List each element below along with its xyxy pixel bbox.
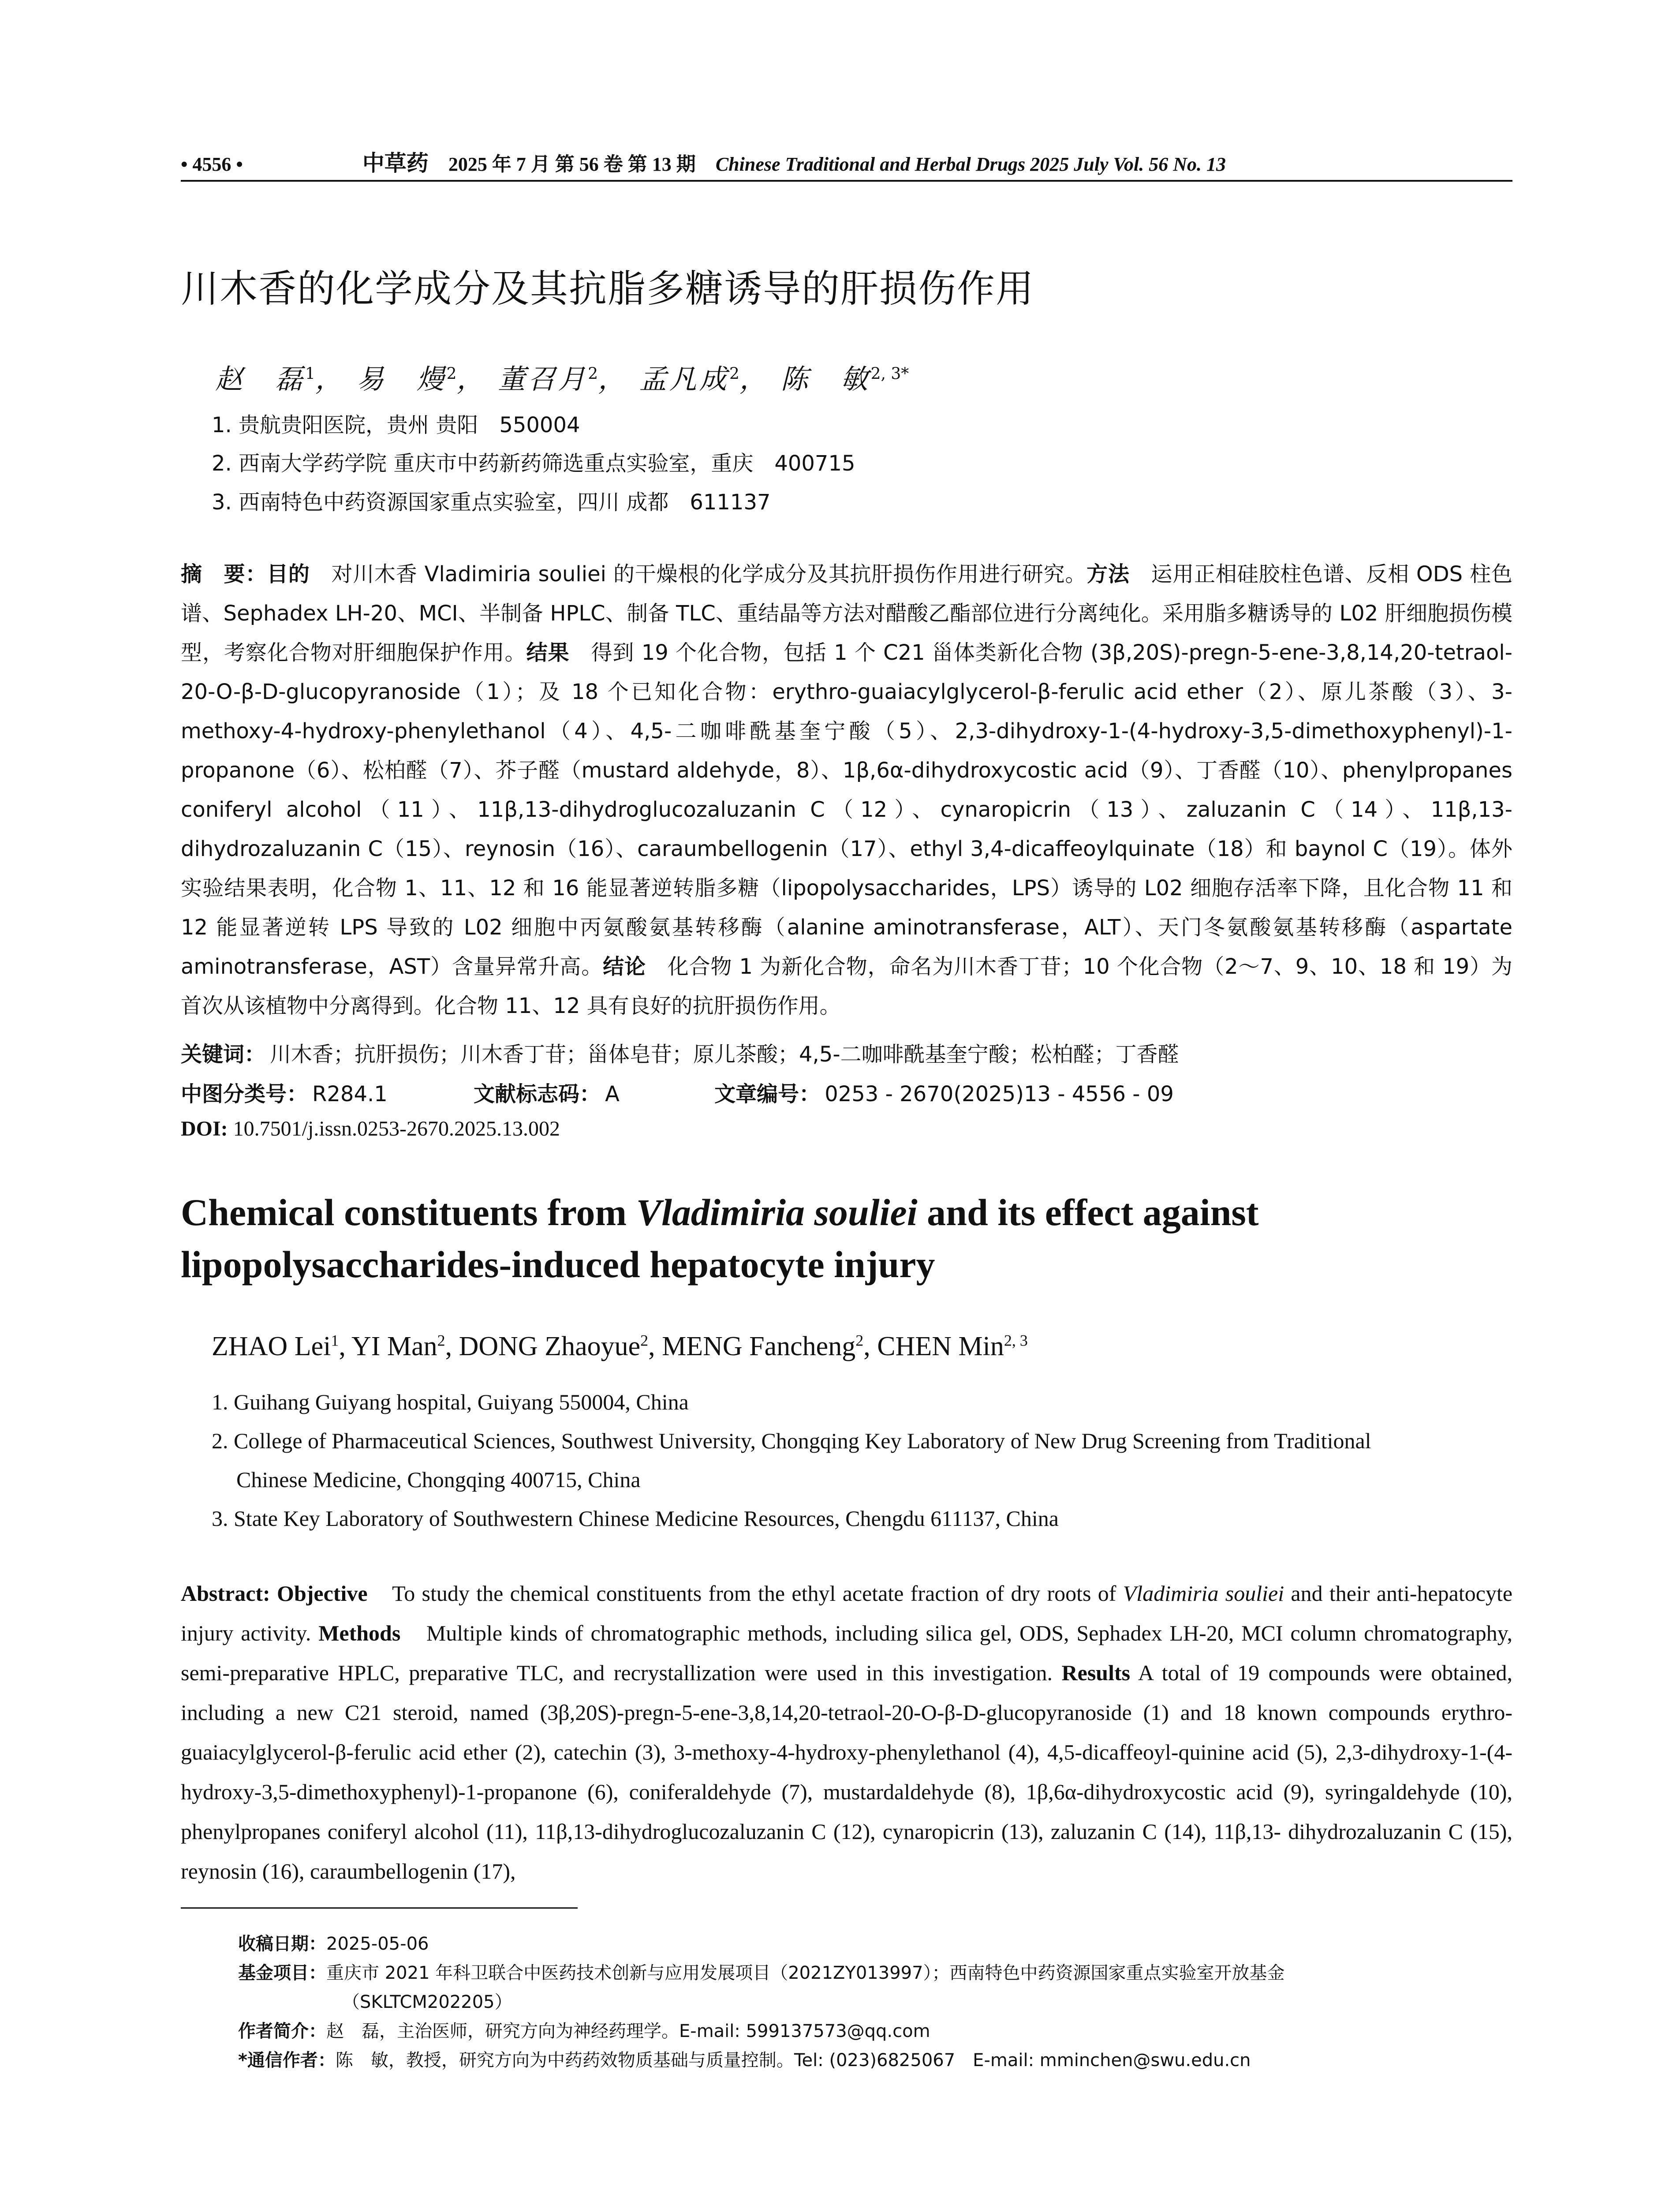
results-text: 得到 19 个化合物，包括 1 个 C21 甾体类新化合物 (3β,20S)-pregn-5-ene-3,8,14,20-tetraol-20-O-β-D-glucopyranoside（1）；及 18 个已知化合物：erythro-guaiacylglycerol-β-ferulic acid ether（2）、原儿茶酸（3）、3-methoxy-4-hydroxy-phenylethanol（4）、4,5-二咖啡酰基奎宁酸（5）、2,3-dihydroxy-1-(4-hydroxy-3,5-dimethoxyphenyl)-1-propanone（6）、松柏醛（7）、芥子醛（mustard aldehyde，8）、1β,6α-dihydroxycostic acid（9）、丁香醛（10）、phenylpropanes coniferyl alcohol（11）、11β,13-dihydroglucozaluzanin C（12）、cynaropicrin（13）、zaluzanin C（14）、11β,13-dihydrozaluzanin C（15）、reynosin（16）、caraumbellogenin（17）、ethyl 3,4-dicaffeoylquinate（18）和 baynol C（19）。体外实验结果表明，化合物 1、11、12 和 16 能显著逆转脂多糖（lipopolysaccharides，LPS）诱导的 L02 细胞存活率下降，且化合物 11 和 12 能显著逆转 LPS 导致的 L02 细胞中丙氨酸氨基转移酶（alanine aminotransferase，ALT）、天门冬氨酸氨基转移酶（aspartate aminotransferase，AST）含量异常升高。	[181, 640, 1512, 979]
author-affil-sup: 2	[640, 1331, 649, 1349]
fund-line-1: 重庆市 2021 年科卫联合中医药技术创新与应用发展项目（2021ZY013997）；西南特色中药资源国家重点实验室开放基金	[326, 1963, 1285, 1983]
footnote-divider	[181, 1907, 578, 1909]
chinese-affiliation-2: 2. 西南大学药学院 重庆市中药新药筛选重点实验室，重庆 400715	[212, 451, 855, 476]
doi-line	[181, 1117, 1512, 1141]
en-objective-species: Vladimiria souliei	[1123, 1581, 1284, 1606]
received-date	[238, 1929, 1512, 1958]
english-abstract	[181, 1573, 1512, 1891]
english-title	[181, 1186, 1512, 1290]
journal-issue-en: Chinese Traditional and Herbal Drugs 2025 July Vol. 56 No. 13	[715, 153, 1226, 175]
chinese-abstract	[181, 555, 1512, 1026]
author-name: DONG Zhaoyue	[459, 1331, 641, 1361]
english-title-species: Vladimiria souliei	[636, 1191, 918, 1233]
page-number: • 4556 •	[181, 153, 243, 175]
corr-label: *通信作者：	[238, 2050, 336, 2070]
fund-info	[238, 1958, 1512, 2017]
author-affil-sup: 2, 3*	[870, 365, 909, 383]
conclusion-text: 化合物 1 为新化合物，命名为川木香丁苷；10 个化合物（2～7、9、10、18 和 19）为首次从该植物中分离得到。化合物 11、12 具有良好的抗肝损伤作用。	[181, 954, 1512, 1018]
author-name: 陈 敏	[780, 363, 871, 395]
en-methods-text: Multiple kinds of chromatographic methods, including silica gel, ODS, Sephadex LH-20, MCI column chromatography, semi-preparative HPLC, preparative TLC, and recrystallization were used in this investigation.	[181, 1621, 1513, 1685]
article-no-label: 文章编号：	[714, 1082, 821, 1106]
author-affil-sup: 2, 3	[1004, 1331, 1028, 1349]
doi-label: DOI:	[181, 1117, 228, 1140]
fund-line-2: （SKLTCM202205）	[342, 1992, 512, 2012]
english-affiliation-3: 3. State Key Laboratory of Southwestern Chinese Medicine Resources, Chengdu 611137, China	[212, 1506, 1059, 1531]
author-name: CHEN Min	[877, 1331, 1004, 1361]
en-methods-label: Methods	[318, 1621, 401, 1645]
fund-label: 基金项目：	[238, 1963, 326, 1983]
journal-logo: 中草药	[362, 150, 429, 176]
en-objective-label: Objective	[277, 1581, 368, 1606]
classification-line	[181, 1077, 1512, 1107]
chinese-affiliation-1: 1. 贵航贵阳医院，贵州 贵阳 550004	[212, 413, 580, 437]
keywords-line	[181, 1037, 1512, 1068]
author-affil-sup: 2	[437, 1331, 445, 1349]
clc-label: 中图分类号：	[181, 1082, 308, 1106]
received-value: 2025-05-06	[326, 1934, 429, 1954]
author-bio-text: 赵 磊，主治医师，研究方向为神经药理学。E-mail: 599137573@qq.com	[326, 2021, 930, 2041]
author-name: 赵 磊	[215, 363, 306, 395]
english-affiliations	[212, 1383, 1512, 1538]
methods-label: 方法	[1086, 562, 1130, 587]
en-abstract-label: Abstract:	[181, 1581, 270, 1606]
author-affil-sup: 2	[855, 1331, 864, 1349]
methods-text: 运用正相硅胶柱色谱、反相 ODS 柱色谱、Sephadex LH-20、MCI、半制备 HPLC、制备 TLC、重结晶等方法对醋酸乙酯部位进行分离纯化。采用脂多糖诱导的 L02 肝细胞损伤模型，考察化合物对肝细胞保护作用。	[181, 562, 1512, 665]
objective-text: 对川木香 Vladimiria souliei 的干燥根的化学成分及其抗肝损伤作用进行研究。	[310, 562, 1087, 587]
corr-text: 陈 敏，教授，研究方向为中药药效物质基础与质量控制。Tel: (023)6825067 E-mail: mminchen@swu.edu.cn	[335, 2050, 1251, 2070]
doc-code-value: A	[605, 1082, 620, 1106]
author-affil-sup: 1	[305, 365, 315, 383]
english-affiliation-2: 2. College of Pharmaceutical Sciences, Southwest University, Chongqing Key Laboratory of New Drug Screening from Traditional	[212, 1428, 1371, 1453]
english-affiliation-2-cont: Chinese Medicine, Chongqing 400715, China	[236, 1467, 641, 1492]
en-objective-text-a: To study the chemical constituents from the ethyl acetate fraction of dry roots of	[367, 1581, 1123, 1606]
chinese-affiliation-3: 3. 西南特色中药资源国家重点实验室，四川 成都 611137	[212, 490, 771, 515]
author-name: YI Man	[351, 1331, 437, 1361]
journal-issue-cn: 2025 年 7 月 第 56 卷 第 13 期	[448, 153, 696, 175]
english-title-part2: and its effect against lipopolysaccharides-induced hepatocyte injury	[181, 1191, 1259, 1286]
author-name: 易 熳	[356, 363, 447, 395]
doi-value: 10.7501/j.issn.0253-2670.2025.13.002	[233, 1117, 560, 1140]
author-bio-label: 作者简介：	[238, 2021, 326, 2041]
conclusion-label: 结论	[603, 954, 646, 979]
author-affil-sup: 2	[588, 365, 598, 383]
en-results-label: Results	[1061, 1660, 1131, 1685]
article-no-value: 0253 - 2670(2025)13 - 4556 - 09	[825, 1082, 1174, 1106]
english-affiliation-1: 1. Guihang Guiyang hospital, Guiyang 550004, China	[212, 1390, 689, 1414]
en-objective-text-b: and their anti-hepatocyte injury activity.	[181, 1581, 1513, 1645]
keywords: 川木香；抗肝损伤；川木香丁苷；甾体皂苷；原儿茶酸；4,5-二咖啡酰基奎宁酸；松柏醛；丁香醛	[270, 1042, 1179, 1067]
footnotes	[238, 1929, 1512, 2075]
author-name: MENG Fancheng	[662, 1331, 856, 1361]
received-label: 收稿日期：	[238, 1934, 326, 1954]
corresponding-author	[238, 2046, 1512, 2075]
results-label: 结果	[526, 640, 570, 665]
author-name: ZHAO Lei	[212, 1331, 331, 1361]
clc-value: R284.1	[312, 1082, 388, 1106]
chinese-authors: 赵 磊$^1$， 易 熳$^2$， 董召月$^2$， 孟凡成$^2$， 陈 敏$^{2, 3*}$	[215, 363, 909, 395]
author-affil-sup: 2	[729, 365, 739, 383]
author-affil-sup: 2	[446, 365, 457, 383]
running-header	[181, 146, 1512, 176]
header-divider	[181, 180, 1512, 182]
author-name: 董召月	[498, 363, 588, 395]
en-results-text: A total of 19 compounds were obtained, including a new C21 steroid, named (3β,20S)-pregn-5-ene-3,8,14,20-tetraol-20-O-β-D-glucopyranoside (1) and 18 known compounds erythro-guaiacylglycerol-β-ferulic acid ether (2), catechin (3), 3-methoxy-4-hydroxy-phenylethanol (4), 4,5-dicaffeoyl-quinine acid (5), 2,3-dihydroxy-1-(4-hydroxy-3,5-dimethoxyphenyl)-1-propanone (6), coniferaldehyde (7), mustardaldehyde (8), 1β,6α-dihydroxycostic acid (9), syringaldehyde (10), phenylpropanes coniferyl alcohol (11), 11β,13-dihydroglucozaluzanin C (12), cynaropicrin (13), zaluzanin C (14), 11β,13- dihydrozaluzanin C (15), reynosin (16), caraumbellogenin (17),	[181, 1660, 1513, 1884]
english-title-part1: Chemical constituents from	[181, 1191, 636, 1233]
doc-code-label: 文献标志码：	[474, 1082, 601, 1106]
author-affil-sup: 1	[331, 1331, 339, 1349]
abstract-label: 摘 要：	[181, 562, 267, 587]
keywords-label: 关键词：	[181, 1042, 266, 1067]
chinese-title: 川木香的化学成分及其抗脂多糖诱导的肝损伤作用	[181, 267, 1034, 311]
author-name: 孟凡成	[639, 363, 729, 395]
english-authors: ZHAO Lei$^1$, YI Man$^2$, DONG Zhaoyue$^2$, MENG Fancheng$^2$, CHEN Min$^{2, 3}$	[212, 1331, 1028, 1361]
objective-label: 目的	[267, 562, 310, 587]
author-bio	[238, 2017, 1512, 2046]
